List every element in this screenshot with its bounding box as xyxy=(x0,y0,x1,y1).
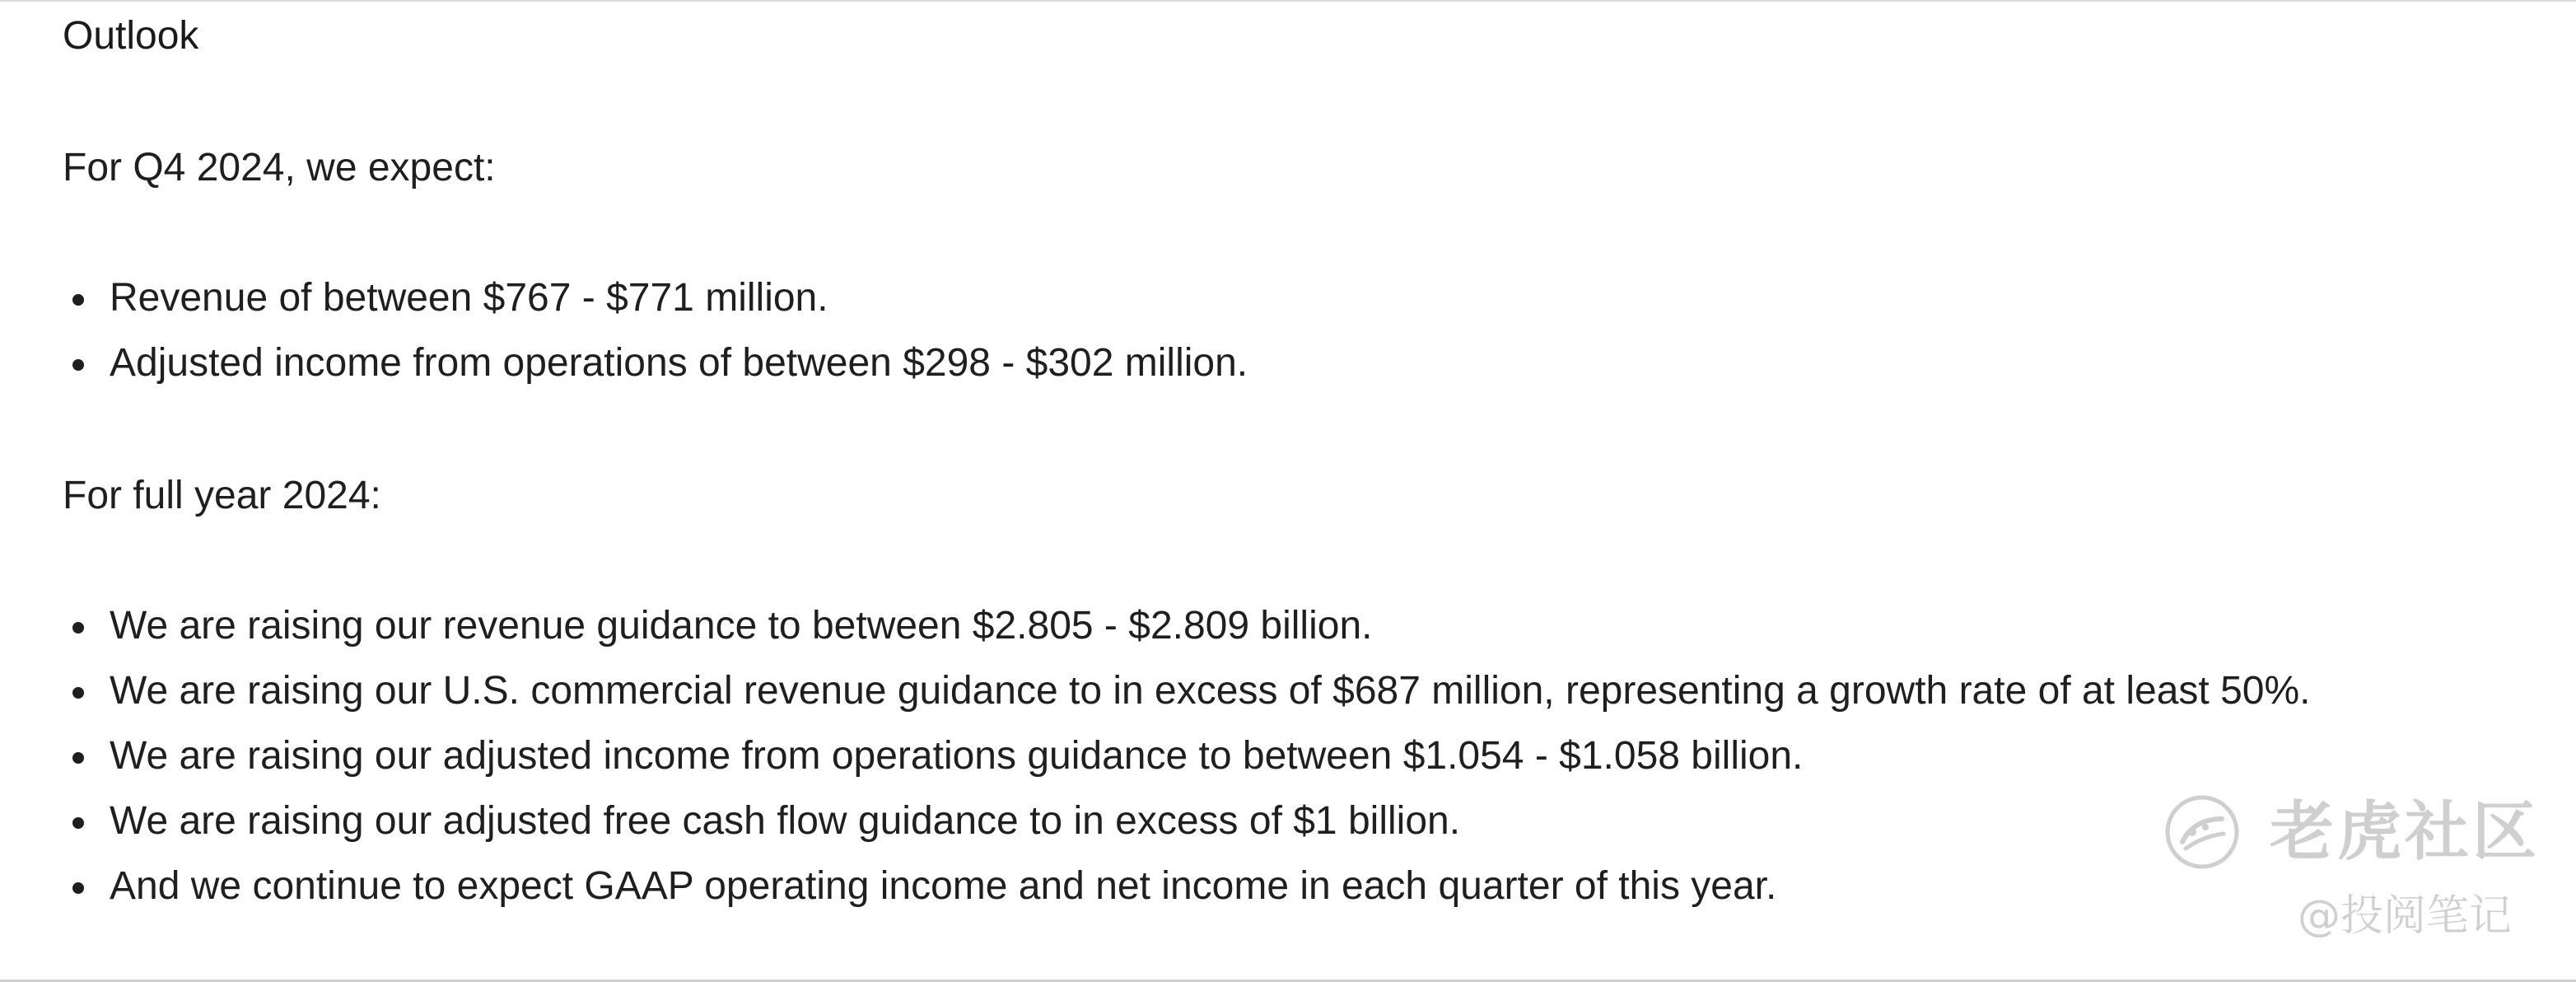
top-divider xyxy=(0,0,2576,2)
list-item xyxy=(63,337,2558,402)
bullet-icon xyxy=(72,752,84,764)
bullet-icon xyxy=(72,687,84,699)
bullet-icon xyxy=(72,817,84,829)
section-heading: Outlook xyxy=(63,14,199,58)
bullet-icon xyxy=(72,622,84,634)
bullet-icon xyxy=(72,359,84,371)
watermark-handle: @投阅笔记 xyxy=(2298,891,2513,941)
q4-intro: For Q4 2024, we expect: xyxy=(63,146,496,189)
full-year-intro: For full year 2024: xyxy=(63,474,381,517)
list-item-text: We are raising our adjusted income from operations guidance to between $1.054 - $1.058 billion. xyxy=(110,734,1804,778)
watermark xyxy=(2164,794,2543,959)
q4-guidance-list xyxy=(63,272,2558,402)
list-item-text: Revenue of between $767 - $771 million. xyxy=(110,276,828,320)
list-item-text: Adjusted income from operations of between $298 - $302 million. xyxy=(110,341,1248,385)
bullet-icon xyxy=(72,294,84,306)
bullet-icon xyxy=(72,882,84,894)
list-item xyxy=(63,600,2558,665)
tiger-community-logo-icon xyxy=(2164,794,2240,870)
list-item-text: We are raising our U.S. commercial revenue guidance to in excess of $687 million, representing a growth rate of at least 50%. xyxy=(110,669,2311,713)
list-item xyxy=(63,665,2558,730)
list-item xyxy=(63,272,2558,337)
watermark-brand: 老虎社区 xyxy=(2270,795,2541,869)
list-item-text: And we continue to expect GAAP operating income and net income in each quarter of this year. xyxy=(110,864,1777,908)
list-item xyxy=(63,730,2558,795)
list-item-text: We are raising our revenue guidance to between $2.805 - $2.809 billion. xyxy=(110,604,1373,648)
list-item-text: We are raising our adjusted free cash flow guidance to in excess of $1 billion. xyxy=(110,799,1461,843)
